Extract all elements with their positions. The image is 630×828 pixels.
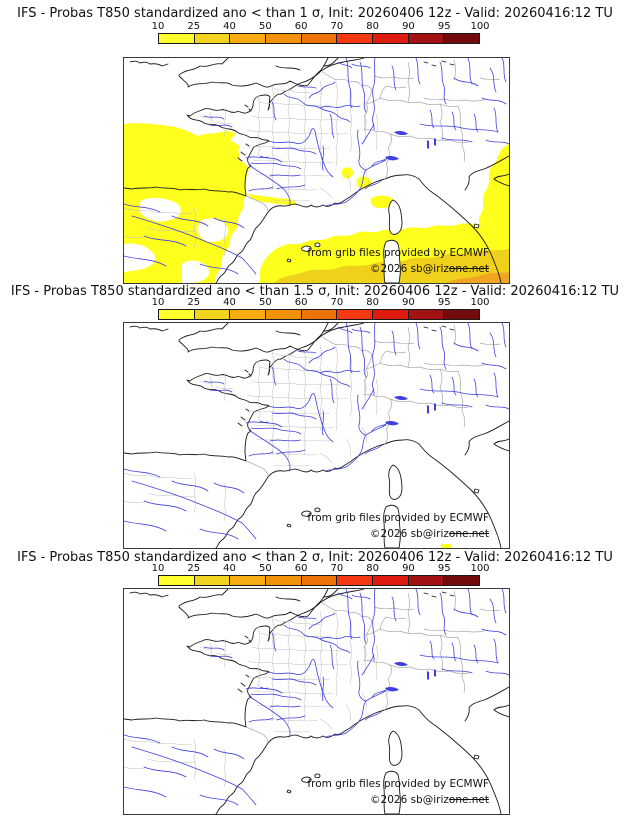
probability-overlay-sigma1-5 [441,544,451,548]
grib-credit-text: from grib files provided by ECMWF [307,512,489,524]
map-france [123,57,510,284]
colorbar-tick-label: 60 [294,297,308,308]
colorbar-tick-label: 25 [187,21,201,32]
colorbar-tick-label: 25 [187,563,201,574]
colorbar-tick-label: 95 [437,21,451,32]
colorbar-segment [265,310,301,319]
colorbar-segment [265,576,301,585]
colorbar-segment [301,576,337,585]
colorbar-segment [372,576,408,585]
colorbar-segment [443,34,479,43]
colorbar-segment [336,576,372,585]
colorbar-segment [265,34,301,43]
colorbar-tick-label: 90 [402,21,415,32]
colorbar-segment [372,34,408,43]
colorbar-segment [336,310,372,319]
colorbar-tick-label: 10 [151,563,165,574]
grib-credit-text: from grib files provided by ECMWF [307,778,489,790]
colorbar-segment [159,34,194,43]
colorbar-tick-label: 95 [437,297,451,308]
copyright-text: ©2026 sb@irizone.net [370,263,489,275]
colorbar-tick-label: 100 [470,563,490,574]
colorbar-tick-label: 95 [437,563,451,574]
colorbar-segment [443,576,479,585]
colorbar-segment [301,34,337,43]
colorbar-tick-label: 50 [258,297,272,308]
colorbar-tick-label: 100 [470,297,490,308]
colorbar-tick-label: 40 [223,563,236,574]
colorbar-segment [408,310,444,319]
colorbar-segment [229,310,265,319]
panel-title: IFS - Probas T850 standardized ano < than 1.5 σ, Init: 20260406 12z - Valid: 20260416:12 TU [10,284,620,299]
probability-overlay-sigma1 [124,123,509,283]
colorbar-gradient [158,309,480,320]
colorbar-segment [372,310,408,319]
colorbar-segment [336,34,372,43]
panel-sigma-1-5 [0,283,630,549]
panel-title: IFS - Probas T850 standardized ano < than 2 σ, Init: 20260406 12z - Valid: 20260416:12 TU [17,550,613,565]
colorbar-tick-label: 100 [470,21,490,32]
colorbar-tick-label: 90 [402,563,415,574]
map-france [123,588,510,815]
copyright-text: ©2026 sb@irizone.net [370,794,489,806]
colorbar-tick-label: 60 [294,21,308,32]
colorbar-segment [194,310,230,319]
colorbar-tick-label: 80 [366,297,380,308]
colorbar-tick-label: 80 [366,21,380,32]
colorbar-tick-label: 50 [258,563,272,574]
colorbar-gradient [158,575,480,586]
colorbar-ticks [151,563,490,575]
colorbar [151,563,490,586]
colorbar-tick-label: 40 [223,21,236,32]
colorbar-segment [229,576,265,585]
colorbar-tick-label: 90 [402,297,415,308]
colorbar-tick-label: 10 [151,21,165,32]
colorbar-tick-label: 70 [330,21,344,32]
colorbar-tick-label: 10 [151,297,165,308]
grib-credit-text: from grib files provided by ECMWF [307,247,489,259]
colorbar-tick-label: 70 [330,297,344,308]
colorbar-segment [194,576,230,585]
colorbar-segment [159,310,194,319]
colorbar-segment [159,576,194,585]
colorbar-tick-label: 60 [294,563,308,574]
colorbar [151,21,490,44]
colorbar-segment [194,34,230,43]
panel-sigma-2 [0,549,630,828]
copyright-text: ©2026 sb@irizone.net [370,528,489,540]
colorbar-gradient [158,33,480,44]
colorbar-tick-label: 40 [223,297,236,308]
colorbar-tick-label: 25 [187,297,201,308]
colorbar-tick-label: 50 [258,21,272,32]
colorbar-segment [443,310,479,319]
colorbar-segment [229,34,265,43]
colorbar-segment [301,310,337,319]
colorbar-segment [408,576,444,585]
colorbar-ticks [151,21,490,33]
colorbar-segment [408,34,444,43]
colorbar-ticks [151,297,490,309]
panel-title: IFS - Probas T850 standardized ano < than 1 σ, Init: 20260406 12z - Valid: 20260416:12 TU [17,6,613,21]
colorbar-tick-label: 70 [330,563,344,574]
colorbar [151,297,490,320]
panel-sigma-1 [0,0,630,283]
map-france [123,322,510,549]
colorbar-tick-label: 80 [366,563,380,574]
